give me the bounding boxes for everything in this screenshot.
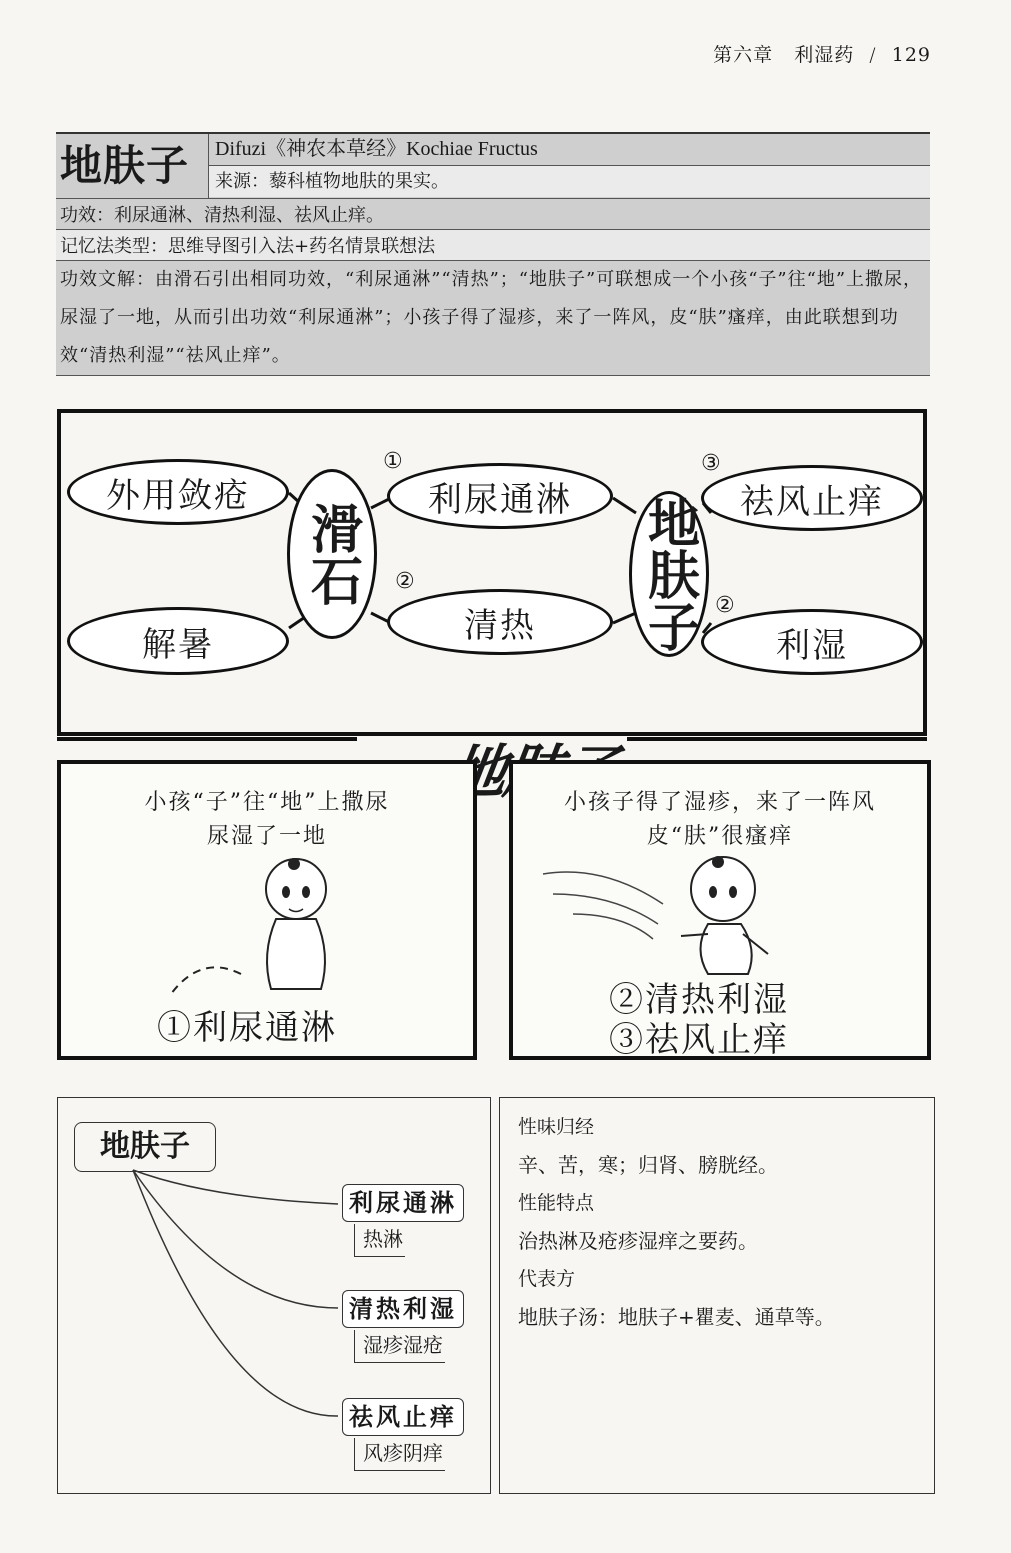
mindmap-panel — [57, 409, 927, 736]
prop-head-flavor: 性味归经 — [518, 1116, 595, 1138]
section-label: 利湿药 — [794, 44, 855, 66]
comic-panel-right — [509, 760, 931, 1060]
entry-memory-type: 记忆法类型：思维导图引入法+药名情景联想法 — [56, 230, 930, 261]
tree-sub-shizhen: 湿疹湿疮 — [354, 1330, 445, 1363]
entry-effect: 功效：利尿通淋、清热利湿、祛风止痒。 — [56, 199, 930, 230]
divider-line-right — [627, 737, 927, 741]
entry-latin: Difuzi《神农本草经》Kochiae Fructus — [209, 134, 930, 166]
header-separator: / — [869, 44, 877, 66]
prop-head-features: 性能特点 — [518, 1192, 595, 1214]
num-1: ① — [383, 449, 403, 474]
right-caption-line2: 皮“肤”很瘙痒 — [646, 824, 794, 849]
entry-title-row — [56, 134, 930, 199]
entry-source: 来源：藜科植物地肤的果实。 — [209, 166, 930, 197]
oval-jieshu: 解暑 — [67, 607, 289, 675]
tree-node-liniao: 利尿通淋 — [342, 1184, 464, 1222]
right-caption-line1: 小孩子得了湿疹，来了一阵风 — [563, 790, 876, 815]
left-caption-line1: 小孩“子”往“地”上撒尿 — [144, 790, 390, 815]
divider-line-left — [57, 737, 357, 741]
tree-node-qingre: 清热利湿 — [342, 1290, 464, 1328]
tree-root: 地肤子 — [74, 1122, 216, 1172]
tree-node-qufeng: 祛风止痒 — [342, 1398, 464, 1436]
right-big-label-2: ③祛风止痒 — [609, 1020, 789, 1060]
oval-liniao: 利尿通淋 — [387, 463, 613, 529]
right-big-label-1: ②清热利湿 — [609, 980, 789, 1020]
prop-text-formula: 地肤子汤：地肤子+瞿麦、通草等。 — [518, 1305, 835, 1329]
chapter-label: 第六章 — [713, 44, 774, 66]
oval-lishi: 利湿 — [701, 609, 923, 675]
entry-info-table — [56, 132, 930, 376]
oval-qingre: 清热 — [387, 589, 613, 655]
tree-box — [57, 1097, 491, 1494]
prop-text-flavor: 辛、苦，寒；归肾、膀胱经。 — [518, 1153, 778, 1177]
tree-sub-relin: 热淋 — [354, 1224, 405, 1257]
left-caption-line2: 尿湿了一地 — [206, 824, 327, 849]
entry-explanation: 功效文解：由滑石引出相同功效，“利尿通淋”“清热”；“地肤子”可联想成一个小孩“子”往“地”上撒尿，尿湿了一地，从而引出功效“利尿通淋”；小孩子得了湿疹，来了一阵风，皮“肤”瘙痒，由此联想到功效“清热利湿”“祛风止痒”。 — [56, 261, 930, 376]
prop-text-features: 治热淋及疮疹湿痒之要药。 — [518, 1229, 758, 1253]
properties-box — [499, 1097, 935, 1494]
num-2-left: ② — [395, 569, 415, 594]
oval-waiyong: 外用敛疮 — [67, 459, 289, 525]
comic-panel-left — [57, 760, 477, 1060]
prop-head-formula: 代表方 — [518, 1268, 576, 1290]
oval-qufeng: 祛风止痒 — [701, 465, 923, 531]
page-number: 129 — [891, 44, 931, 66]
oval-difuzi: 地肤子 — [629, 491, 709, 657]
tree-sub-fengzhen: 风疹阴痒 — [354, 1438, 445, 1471]
oval-huashi: 滑石 — [287, 469, 377, 639]
left-big-label: ①利尿通淋 — [157, 1008, 337, 1048]
page-header — [713, 40, 931, 67]
entry-name: 地肤子 — [56, 134, 209, 198]
num-2-right: ② — [715, 593, 735, 618]
num-3: ③ — [701, 451, 721, 476]
